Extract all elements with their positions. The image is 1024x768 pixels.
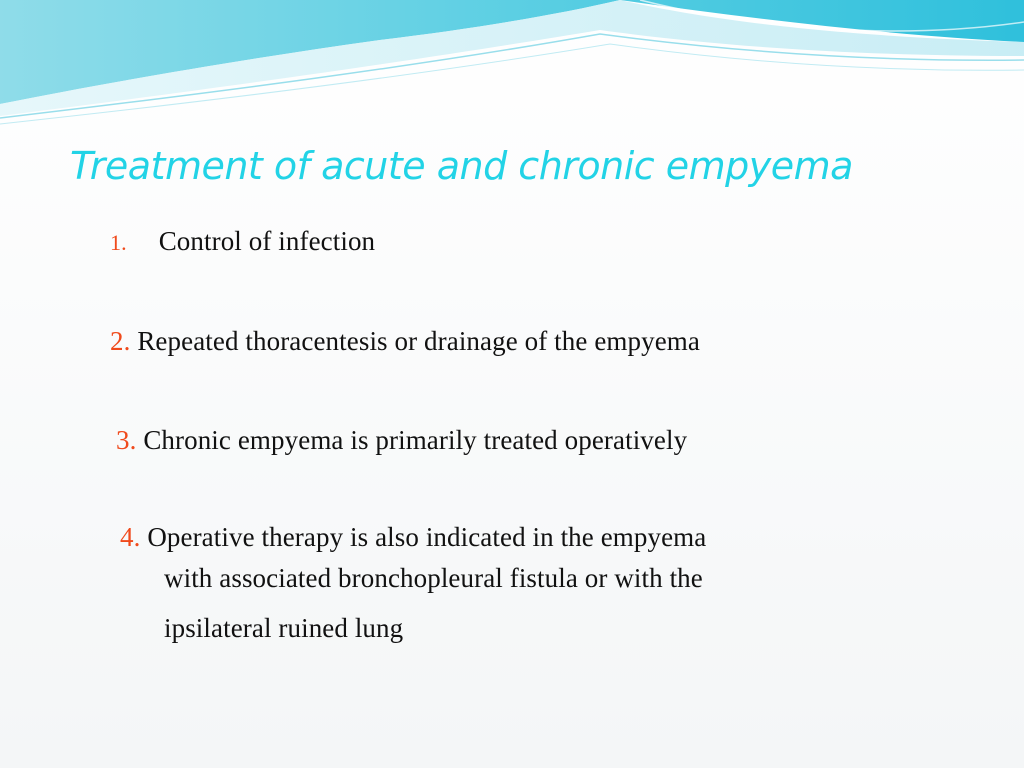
list-item-4: [120, 522, 706, 553]
list-item-3: [116, 425, 687, 456]
list-number-3: 3.: [116, 425, 137, 455]
list-number-1: 1.: [110, 230, 127, 255]
list-number-2: 2.: [110, 326, 131, 356]
list-text-4: Operative therapy is also indicated in the empyema: [147, 522, 707, 552]
list-item-1: [110, 226, 375, 257]
list-number-4: 4.: [120, 522, 141, 552]
list-item-4-continuation-1: with associated bronchopleural fistula or with the: [164, 563, 703, 593]
decorative-wave-header: [0, 0, 1024, 130]
slide-title: Treatment of acute and chronic empyema: [70, 144, 853, 188]
list-text-2: Repeated thoracentesis or drainage of the empyema: [137, 326, 700, 356]
list-item-4-continuation-2: ipsilateral ruined lung: [164, 613, 404, 643]
list-text-1: Control of infection: [158, 226, 376, 256]
list-text-3: Chronic empyema is primarily treated operatively: [143, 425, 688, 455]
list-item-2: [110, 326, 700, 357]
